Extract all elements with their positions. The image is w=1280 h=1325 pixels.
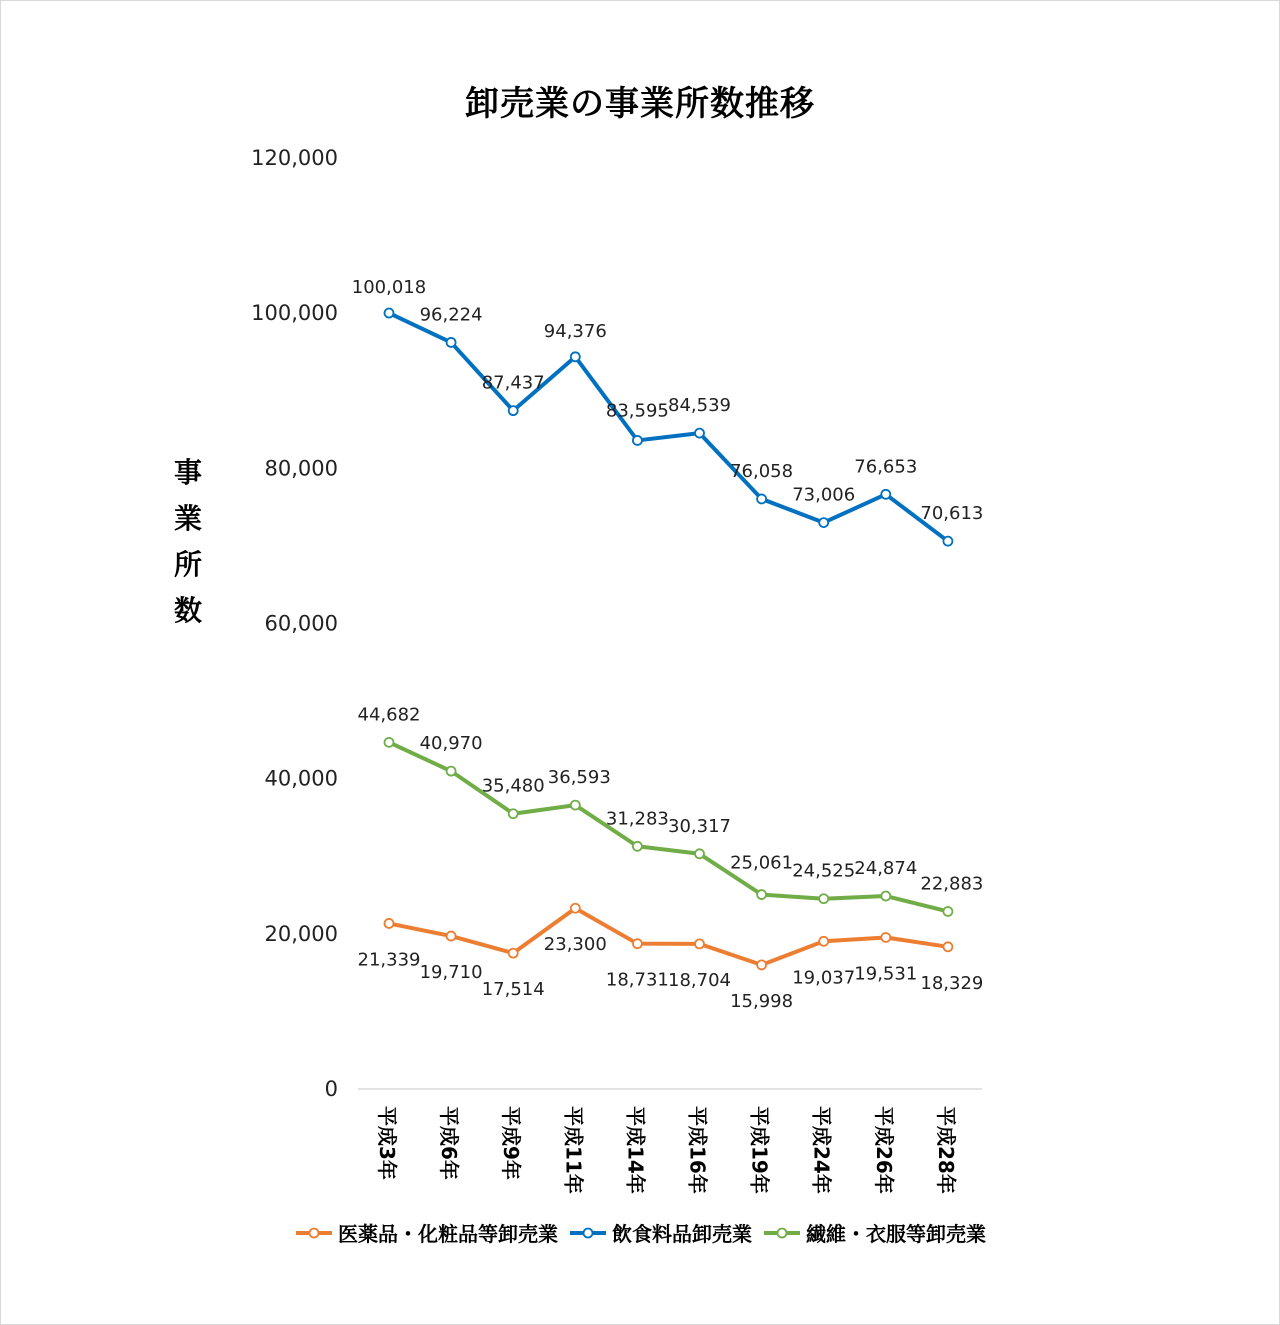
data-point [509,949,518,958]
x-tick-label: 平成3年 [375,1106,399,1180]
legend-label: 飲食料品卸売業 [612,1222,752,1246]
data-label: 31,283 [605,808,669,830]
data-point [881,490,890,499]
data-label: 15,998 [730,990,794,1012]
data-label: 18,704 [668,969,731,991]
data-label: 84,539 [668,395,731,417]
y-axis-label-char: 所 [173,548,202,581]
x-tick-label: 平成26年 [871,1106,896,1194]
data-label: 19,531 [854,963,918,985]
data-label: 76,653 [854,456,918,478]
legend-label: 医薬品・化粧品等卸売業 [338,1222,558,1246]
data-label: 21,339 [357,949,421,971]
data-label: 94,376 [543,320,607,342]
data-point [757,960,766,969]
x-tick-label: 平成11年 [561,1106,586,1194]
data-label: 22,883 [920,873,984,895]
series-line [389,313,948,541]
data-point [943,907,952,916]
legend-item [294,1218,558,1247]
series-line [389,908,948,965]
y-tick-label: 120,000 [251,146,338,170]
x-tick-label: 平成28年 [933,1106,958,1194]
y-axis-label-char: 事 [173,456,202,489]
data-label: 23,300 [543,934,607,956]
data-label: 76,058 [730,460,794,482]
data-label: 70,613 [920,503,984,525]
data-label: 17,514 [481,979,545,1001]
data-point [447,338,456,347]
legend-item [568,1218,752,1247]
y-tick-label: 60,000 [264,611,338,636]
data-point [447,767,456,776]
data-point [509,406,518,415]
legend [0,1218,1280,1247]
data-label: 35,480 [481,775,545,797]
data-point [881,892,890,901]
data-point [819,937,828,946]
data-point [633,939,642,948]
data-label: 83,595 [605,400,669,422]
legend-swatch [568,1225,608,1241]
y-tick-label: 100,000 [251,301,338,326]
data-point [633,436,642,445]
data-point [819,518,828,527]
data-point [695,939,704,948]
data-point [571,904,580,913]
data-point [509,809,518,818]
data-label: 24,874 [854,858,918,880]
data-point [819,894,828,903]
data-label: 87,437 [481,372,545,394]
y-axis-label-char: 数 [173,594,202,627]
data-label: 30,317 [668,815,731,837]
data-label: 24,525 [792,860,856,882]
x-tick-label: 平成9年 [499,1106,524,1180]
x-tick-label: 平成19年 [747,1106,772,1194]
data-label: 18,731 [605,969,669,991]
data-label: 36,593 [547,767,611,789]
data-label: 96,224 [419,304,483,326]
data-label: 19,710 [419,962,483,984]
data-point [943,942,952,951]
y-axis-ticks [251,146,338,1101]
data-point [385,309,394,318]
y-tick-label: 0 [324,1077,338,1101]
data-label: 44,682 [357,704,421,726]
data-point [757,494,766,503]
legend-swatch [762,1225,802,1241]
data-label: 73,006 [792,484,856,506]
data-label: 18,329 [920,972,984,994]
data-point [571,352,580,361]
data-point [695,429,704,438]
data-point [633,842,642,851]
data-point [757,890,766,899]
data-labels [352,277,984,1012]
data-point [385,919,394,928]
data-point [571,801,580,810]
data-label: 100,018 [351,277,427,299]
y-axis-label-char: 業 [173,502,202,535]
chart-title: 卸売業の事業所数推移 [465,84,815,124]
data-label: 19,037 [792,967,856,989]
data-point [447,932,456,941]
data-point [943,537,952,546]
legend-swatch [294,1225,334,1241]
data-label: 40,970 [419,733,483,755]
y-tick-label: 20,000 [264,921,338,946]
legend-label: 繊維・衣服等卸売業 [806,1222,986,1246]
x-tick-label: 平成14年 [623,1106,648,1194]
x-tick-label: 平成16年 [685,1106,710,1194]
x-tick-label: 平成24年 [809,1106,834,1194]
data-label: 25,061 [730,852,794,874]
legend-item [762,1218,986,1247]
data-point [385,738,394,747]
x-tick-label: 平成6年 [437,1106,462,1180]
x-axis-ticks [375,1106,958,1194]
y-tick-label: 40,000 [264,766,338,791]
y-tick-label: 80,000 [264,456,338,481]
data-point [881,933,890,942]
data-point [695,849,704,858]
